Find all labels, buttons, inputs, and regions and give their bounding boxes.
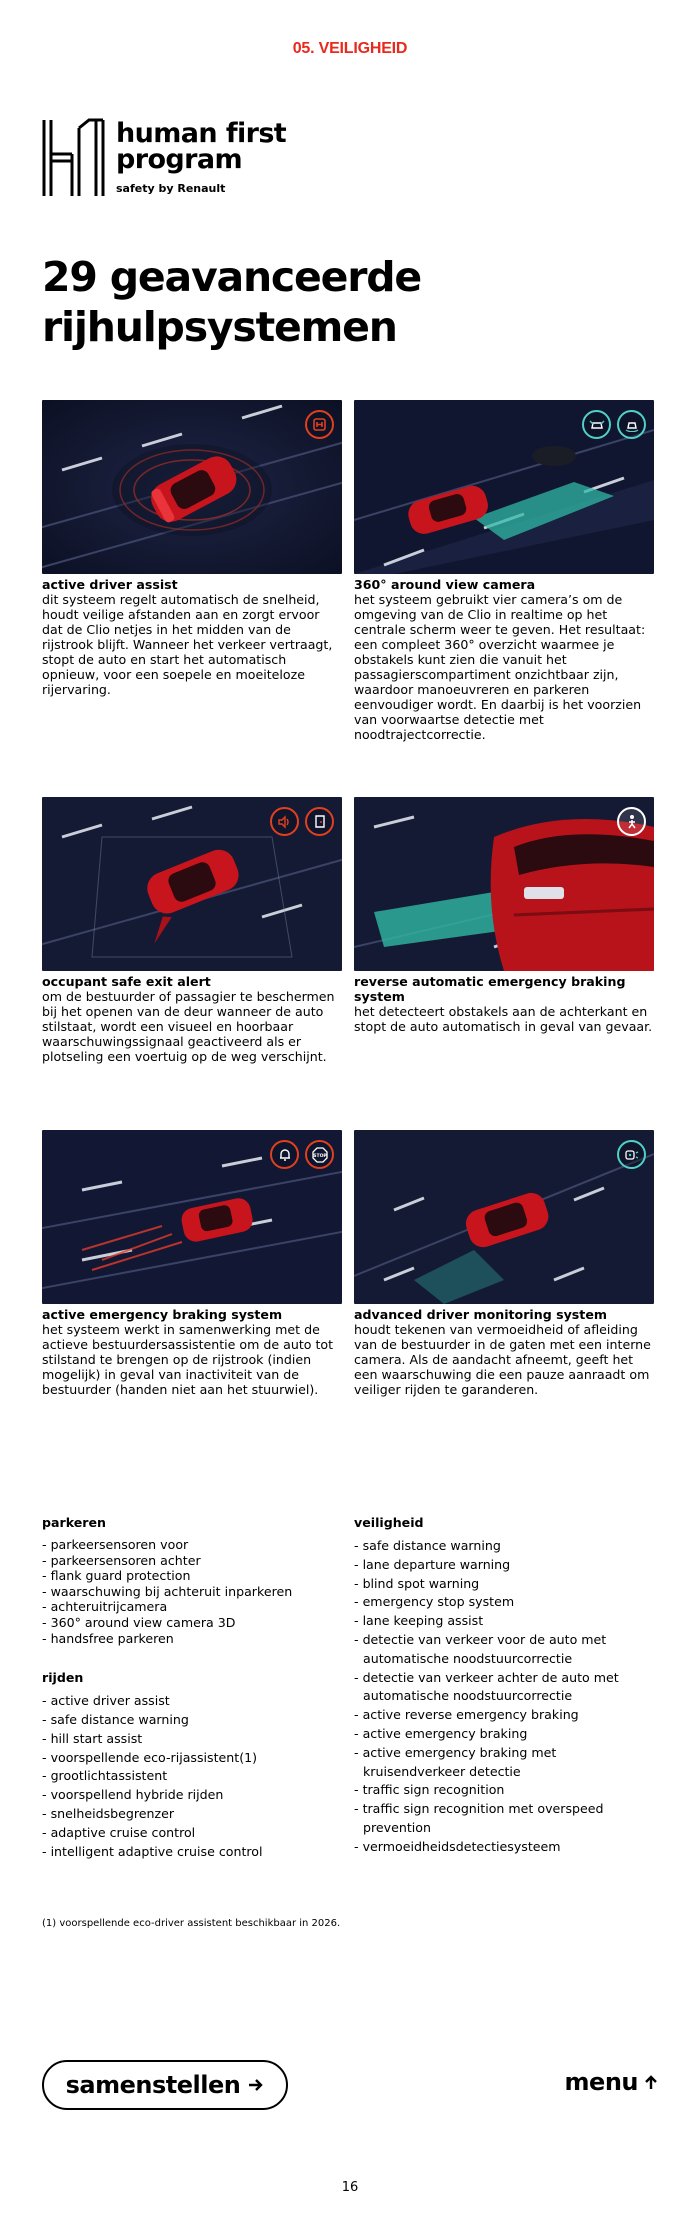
list-item: - voorspellende eco-rijassistent(1) [42,1749,342,1768]
feature-badges [270,807,334,836]
list-item: - detectie van verkeer achter de auto met automatische noodstuurcorrectie [354,1669,654,1707]
door-exit-icon [305,807,334,836]
feature-description: houdt tekenen van vermoeidheid of afleiding van de bestuurder in de gaten met een interne camera. Als de aandacht afneemt, geeft het een waarschuwing die een pauze aanraadt om veiliger rijden te garanderen. [354,1322,651,1397]
list-item: - flank guard protection [42,1568,342,1584]
feature-title: 360° around view camera [354,577,536,592]
feature-image [354,400,654,574]
driver-monitor-icon [617,1140,646,1169]
feature-card-safe-exit-alert [42,797,342,1064]
list-item: - traffic sign recognition [354,1781,654,1800]
feature-card-360-camera [354,400,654,742]
list-item: - safe distance warning [42,1711,342,1730]
svg-text:STOP: STOP [312,1153,327,1159]
list-item: - active emergency braking met kruisendverkeer detectie [354,1744,654,1782]
feature-image [354,1130,654,1304]
list-item: - active driver assist [42,1692,342,1711]
menu-label: menu [564,2068,638,2096]
list-item: - emergency stop system [354,1593,654,1612]
feature-badges [582,410,646,439]
feature-badges [617,1140,646,1169]
list-item: - hill start assist [42,1730,342,1749]
feature-title: reverse automatic emergency braking system [354,974,626,1004]
feature-description: dit systeem regelt automatisch de snelheid, houdt veilige afstanden aan en zorgt ervoor dat de Clio netjes in het midden van de rijstrook blijft. Wanneer het verkeer vertraagt, stopt de auto en start het automatisch opnieuw, voor een soepele en moeiteloze rijervaring. [42,592,333,697]
list-item: - voorspellend hybride rijden [42,1786,342,1805]
feature-badges [270,1140,334,1169]
feature-card-reverse-aeb [354,797,654,1034]
feature-description: om de bestuurder of passagier te beschermen bij het openen van de deur wanneer de auto stilstaat, wordt een visueel en hoorbaar waarschuwingssignaal geactiveerd als er plotseling een voertuig op de weg verschijnt. [42,989,335,1064]
list-item: - safe distance warning [354,1537,654,1556]
steering-assist-icon [305,410,334,439]
list-heading-veiligheid: veiligheid [354,1515,424,1530]
human-first-program-logo [42,118,342,200]
feature-description: het systeem gebruikt vier camera’s om de omgeving van de Clio in realtime op het centrale scherm weer te geven. Het resultaat: een compleet 360° overzicht waarmee je obstakels kunt zien die vanuit het passagierscompartiment onzichtbaar zijn, waardoor manoeuvreren en parkeren eenvoudiger wordt. En daarbij is het voorzien van voorwaartse detectie met noodtrajectcorrectie. [354,592,646,742]
car-360-icon [617,410,646,439]
list-heading-rijden: rijden [42,1670,84,1686]
list-column-right [354,1515,654,1857]
list-item: - lane keeping assist [354,1612,654,1631]
list-item: - traffic sign recognition met overspeed prevention [354,1800,654,1838]
feature-badges [305,410,334,439]
list-item: - detectie van verkeer voor de auto met automatische noodstuurcorrectie [354,1631,654,1669]
list-item: - parkeersensoren achter [42,1553,342,1569]
list-veiligheid [354,1537,654,1857]
feature-card-driver-monitoring [354,1130,654,1397]
arrow-right-icon [248,2078,264,2092]
h1-logo-mark-icon [42,118,108,198]
footnote: (1) voorspellende eco-driver assistent beschikbaar in 2026. [42,1918,341,1929]
list-item: - 360° around view camera 3D [42,1615,342,1631]
page-title [42,252,642,352]
feature-card-active-emergency-braking [42,1130,342,1397]
title-line-2: rijhulpsystemen [42,303,397,351]
feature-image [42,400,342,574]
list-item: - lane departure warning [354,1556,654,1575]
list-parkeren [42,1537,342,1646]
list-item: - adaptive cruise control [42,1824,342,1843]
feature-title: active emergency braking system [42,1307,283,1322]
section-title: 05. VEILIGHEID [292,40,408,57]
feature-image [42,1130,342,1304]
list-item: - waarschuwing bij achteruit inparkeren [42,1584,342,1600]
logo-line-1: human first [116,118,287,149]
logo-line-2: program [116,144,242,175]
list-item: - handsfree parkeren [42,1631,342,1647]
rijden-group [42,1670,342,1861]
page-number: 16 [341,2180,359,2195]
feature-title: active driver assist [42,577,178,592]
feature-description: het systeem werkt in samenwerking met de actieve bestuurdersassistentie om de auto tot stilstand te brengen op de rijstrook (indien mogelijk) in geval van inactiviteit van de bestuurder (handen niet aan het stuurwiel). [42,1322,334,1397]
list-item: - blind spot warning [354,1575,654,1594]
arrow-up-icon [644,2074,658,2090]
list-column-left [42,1515,342,1861]
list-item: - active reverse emergency braking [354,1706,654,1725]
list-item: - grootlichtassistent [42,1767,342,1786]
car-front-camera-icon [582,410,611,439]
compose-button[interactable] [42,2060,288,2110]
feature-card-active-driver-assist [42,400,342,697]
list-item: - vermoeidheidsdetectiesysteem [354,1838,654,1857]
speaker-alert-icon [270,807,299,836]
alert-bell-icon [270,1140,299,1169]
compose-label: samenstellen [65,2071,241,2099]
list-item: - active emergency braking [354,1725,654,1744]
feature-image [354,797,654,971]
list-item: - parkeersensoren voor [42,1537,342,1553]
feature-title: occupant safe exit alert [42,974,211,989]
list-heading-parkeren: parkeren [42,1515,107,1530]
logo-subtitle: safety by Renault [116,182,226,195]
list-item: - snelheidsbegrenzer [42,1805,342,1824]
feature-badges [617,807,646,836]
feature-description: het detecteert obstakels aan de achterkant en stopt de auto automatisch in geval van gevaar. [354,1004,653,1034]
list-item: - achteruitrijcamera [42,1599,342,1615]
feature-title: advanced driver monitoring system [354,1307,607,1322]
list-rijden [42,1692,342,1861]
pedestrian-detection-icon [617,807,646,836]
feature-image [42,797,342,971]
stop-sign-icon [305,1140,334,1169]
title-line-1: 29 geavanceerde [42,253,422,301]
list-item: - intelligent adaptive cruise control [42,1843,342,1862]
menu-button[interactable] [565,2068,658,2096]
